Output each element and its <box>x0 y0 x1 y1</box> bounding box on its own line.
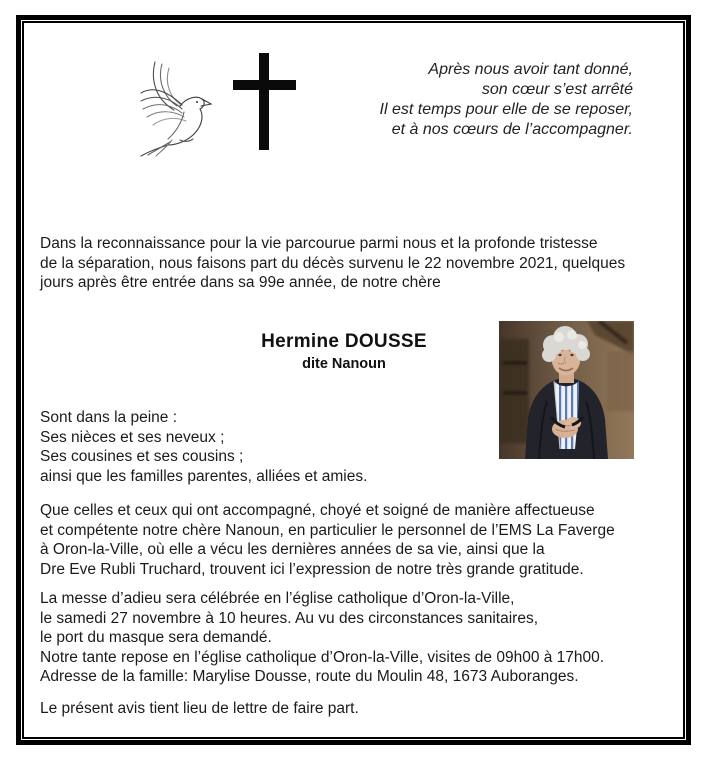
text-line: de la séparation, nous faisons part du décès survenu le 22 novembre 2021, quelques <box>40 254 626 272</box>
text-line: à Oron-la-Ville, où elle a vécu les dernières années de sa vie, ainsi que la <box>40 541 545 559</box>
closing-line <box>40 699 652 719</box>
ceremony-paragraph <box>40 589 652 687</box>
text-line: Dans la reconnaissance pour la vie parcourue parmi nous et la profonde tristesse <box>40 235 598 252</box>
text-line: le port du masque sera demandé. <box>40 629 272 647</box>
poem-line: son cœur s’est arrêté <box>481 81 633 98</box>
deceased-name: Hermine DOUSSE <box>261 331 427 352</box>
intro-paragraph <box>40 234 652 293</box>
text-line: Sont dans la peine : <box>40 409 178 426</box>
text-line: Que celles et ceux qui ont accompagné, choyé et soigné de manière affectueuse <box>40 502 595 519</box>
text-line: le samedi 27 novembre à 10 heures. Au vu des circonstances sanitaires, <box>40 609 538 627</box>
text-line: et compétente notre chère Nanoun, en particulier le personnel de l’EMS La Faverge <box>40 521 615 539</box>
text-line: Notre tante repose en l’église catholique d’Oron-la-Ville, visites de 09h00 à 17h00. <box>40 648 605 666</box>
poem-line: et à nos cœurs de l’accompagner. <box>391 121 633 138</box>
memorial-poem <box>280 60 633 140</box>
gratitude-paragraph <box>40 501 652 579</box>
text-line: Ses cousines et ses cousins ; <box>40 448 244 466</box>
deceased-alias: dite Nanoun <box>302 356 386 372</box>
text-line: jours après être entrée dans sa 99e année, de notre chère <box>40 274 441 292</box>
text-line: ainsi que les familles parentes, alliées et amies. <box>40 467 368 485</box>
text-line: La messe d’adieu sera célébrée en l’église catholique d’Oron-la-Ville, <box>40 590 515 607</box>
text-line: Adresse de la famille: Marylise Dousse, route du Moulin 48, 1673 Auboranges. <box>40 668 579 686</box>
text-line: Le présent avis tient lieu de lettre de faire part. <box>40 700 359 717</box>
poem-line: Après nous avoir tant donné, <box>428 61 633 78</box>
text-line: Ses nièces et ses neveux ; <box>40 428 225 446</box>
portrait-photo <box>499 321 634 459</box>
cross-vertical-bar <box>259 53 269 150</box>
mourners-paragraph <box>40 408 490 486</box>
text-line: Dre Eve Rubli Truchard, trouvent ici l’expression de notre très grande gratitude. <box>40 560 584 578</box>
poem-line: Il est temps pour elle de se reposer, <box>379 101 633 118</box>
dove-icon <box>139 60 221 158</box>
